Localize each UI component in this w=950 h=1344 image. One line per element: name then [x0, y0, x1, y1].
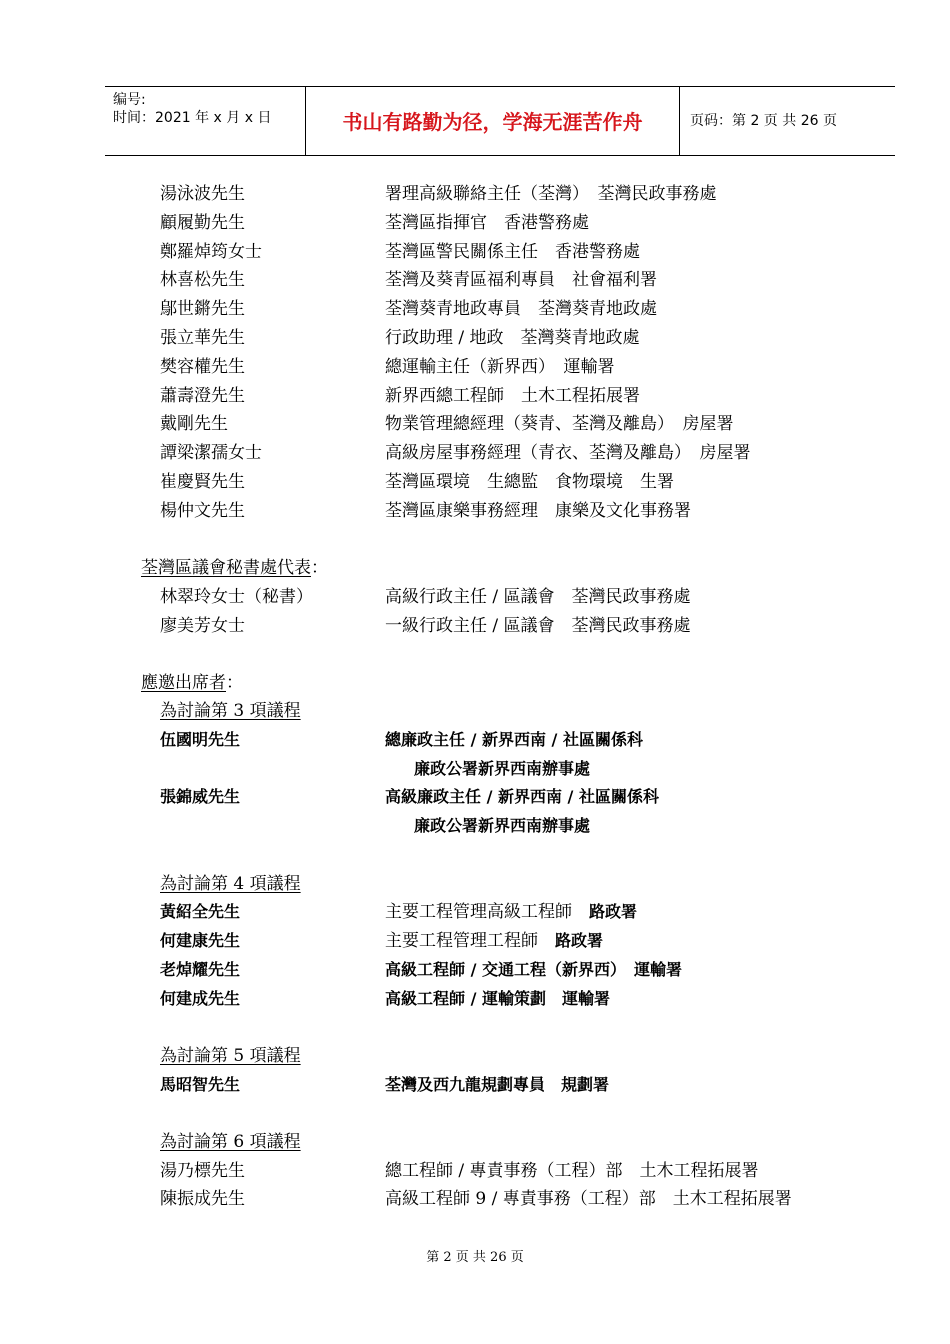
invited-person-title: 主要工程管理工程師 — [385, 931, 538, 951]
official-name: 譚梁潔孺女士 — [160, 443, 262, 463]
invited-person-name: 張錦威先生 — [160, 787, 241, 806]
invited-person-name: 何建成先生 — [160, 989, 241, 1008]
doc-number-label: 编号: — [113, 92, 146, 108]
invited-person-name: 湯乃標先生 — [160, 1161, 245, 1181]
invited-person-name: 何建康先生 — [160, 931, 241, 950]
agenda-item-6-heading: 為討論第 6 項議程 — [160, 1132, 301, 1152]
invited-person-title: 主要工程管理高級工程師 — [385, 902, 572, 922]
agenda-item-5-heading: 為討論第 5 項議程 — [160, 1046, 301, 1066]
official-title: 荃灣區環境 生總監 食物環境 生署 — [385, 472, 674, 492]
official-name: 崔慶賢先生 — [160, 472, 245, 492]
secretariat-member-title: 一級行政主任 / 區議會 荃灣民政事務處 — [385, 616, 691, 636]
official-title: 物業管理總經理（葵青、荃灣及離島） 房屋署 — [385, 414, 734, 434]
secretariat-heading-row — [141, 557, 328, 579]
page-footer: 第 2 页 共 26 页 — [426, 1250, 524, 1265]
invited-person-name: 馬昭智先生 — [160, 1075, 241, 1094]
official-title: 新界西總工程師 土木工程拓展署 — [385, 386, 640, 406]
official-title: 署理高級聯絡主任（荃灣） 荃灣民政事務處 — [385, 184, 717, 204]
official-name: 蕭壽澄先生 — [160, 386, 245, 406]
header-right-cell — [680, 87, 895, 155]
official-name: 楊仲文先生 — [160, 501, 245, 521]
invited-person-dept: 路政署 — [589, 902, 638, 921]
header-center-cell — [306, 87, 680, 155]
official-name: 鄔世鏘先生 — [160, 299, 245, 319]
official-name: 張立華先生 — [160, 328, 245, 348]
invited-person-name: 伍國明先生 — [160, 730, 241, 749]
secretariat-member-title: 高級行政主任 / 區議會 荃灣民政事務處 — [385, 587, 691, 607]
agenda-item-4-heading: 為討論第 4 項議程 — [160, 874, 301, 894]
official-title: 行政助理 / 地政 荃灣葵青地政處 — [385, 328, 640, 348]
official-title: 總運輸主任（新界西） 運輸署 — [385, 357, 615, 377]
secretariat-member-name: 林翠玲女士（秘書） — [160, 587, 313, 607]
invited-person-name: 陳振成先生 — [160, 1189, 245, 1209]
official-name: 鄭羅焯筠女士 — [160, 242, 262, 262]
secretariat-heading-colon: ： — [311, 558, 328, 578]
official-title: 荃灣區康樂事務經理 康樂及文化事務署 — [385, 501, 691, 521]
invited-person-dept: 路政署 — [555, 931, 604, 950]
invited-person-title: 高級廉政主任 / 新界西南 / 社區關係科 — [385, 787, 659, 806]
official-title: 荃灣及葵青區福利專員 社會福利署 — [385, 270, 657, 290]
invited-person-title: 總廉政主任 / 新界西南 / 社區關係科 — [385, 730, 643, 749]
official-title: 高級房屋事務經理（青衣、荃灣及離島） 房屋署 — [385, 443, 751, 463]
official-title: 荃灣葵青地政專員 荃灣葵青地政處 — [385, 299, 657, 319]
invited-person-name: 黃紹全先生 — [160, 902, 241, 921]
invited-person-title-row — [385, 930, 603, 952]
invited-person-name: 老焯耀先生 — [160, 960, 241, 979]
official-name: 林喜松先生 — [160, 270, 245, 290]
header-left-cell — [105, 87, 306, 155]
official-name: 湯泳波先生 — [160, 184, 245, 204]
secretariat-member-name: 廖美芳女士 — [160, 616, 245, 636]
official-name: 戴剛先生 — [160, 414, 228, 434]
invited-person-title: 高級工程師 / 交通工程（新界西） 運輸署 — [385, 960, 682, 979]
invited-person-dept: 廉政公署新界西南辦事處 — [414, 759, 591, 778]
invited-person-title-row — [385, 901, 637, 923]
invited-person-dept: 廉政公署新界西南辦事處 — [414, 816, 591, 835]
invited-person-title: 高級工程師 9 / 專責事務（工程）部 土木工程拓展署 — [385, 1189, 792, 1209]
invited-heading-row — [141, 672, 243, 694]
doc-time-label: 时间：2021 年 x 月 x 日 — [113, 110, 272, 126]
invited-person-title: 荃灣及西九龍規劃專員 規劃署 — [385, 1075, 610, 1094]
official-title: 荃灣區警民關係主任 香港警務處 — [385, 242, 640, 262]
invited-heading: 應邀出席者 — [141, 673, 226, 693]
official-title: 荃灣區指揮官 香港警務處 — [385, 213, 589, 233]
agenda-item-3-heading: 為討論第 3 項議程 — [160, 701, 301, 721]
header-page-code: 页码：第 2 页 共 26 页 — [690, 113, 837, 129]
invited-person-title: 高級工程師 / 運輸策劃 運輸署 — [385, 989, 610, 1008]
page-header — [105, 86, 895, 156]
invited-person-title: 總工程師 / 專責事務（工程）部 土木工程拓展署 — [385, 1161, 759, 1181]
invited-heading-colon: ： — [226, 673, 243, 693]
official-name: 樊容權先生 — [160, 357, 245, 377]
header-motto: 书山有路勤为径，学海无涯苦作舟 — [342, 110, 643, 134]
official-name: 顧履勤先生 — [160, 213, 245, 233]
secretariat-heading: 荃灣區議會秘書處代表 — [141, 558, 311, 578]
